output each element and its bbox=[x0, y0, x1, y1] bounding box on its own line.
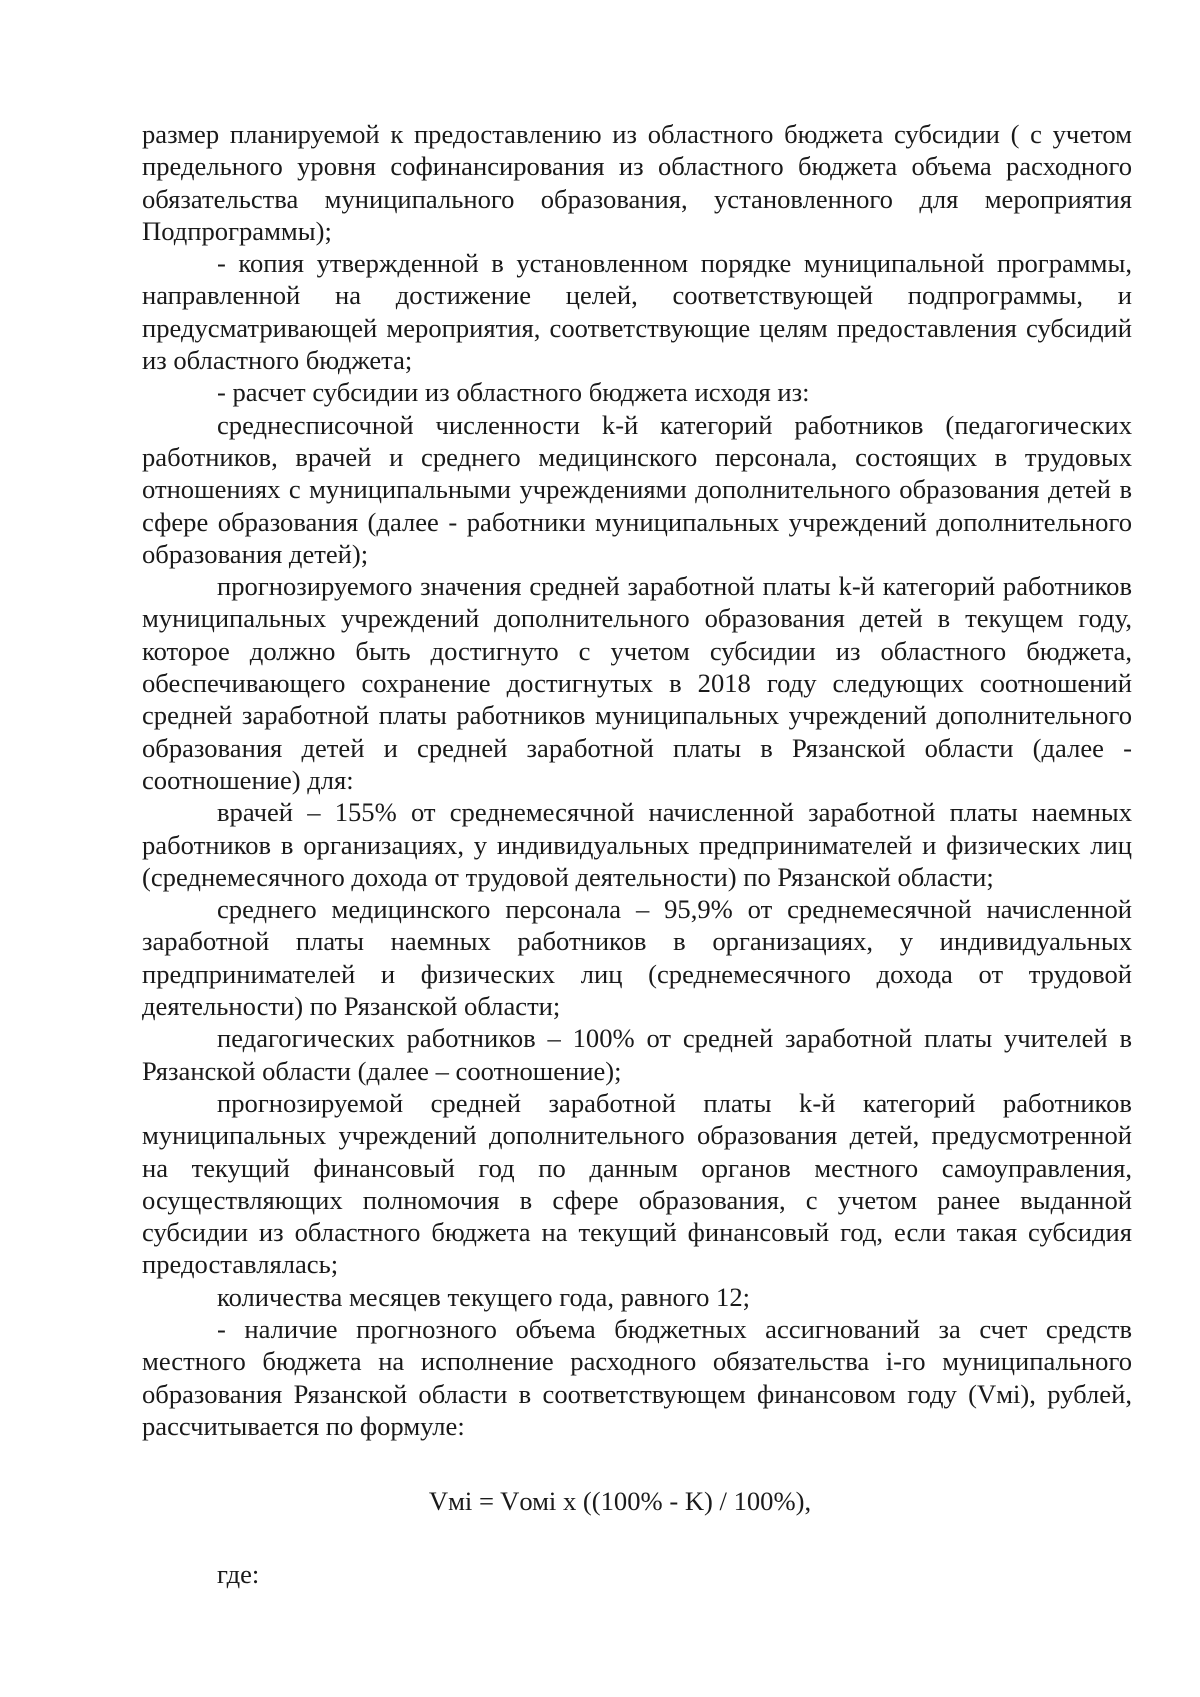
paragraph-doctors: врачей – 155% от среднемесячной начисленной заработной платы наемных работников в организациях, у индивидуальных предпринимателей и физических лиц (среднемесячного дохода от трудовой деятельности) по Рязанской области; bbox=[142, 797, 1132, 892]
paragraph-headcount: среднесписочной численности k-й категорий работников (педагогических работников, врачей и среднего медицинского персонала, состоящих в трудовых отношениях с муниципальными учреждениями дополнительного образования детей в сфере образования (далее - работники муниципальных учреждений дополнительного образования детей); bbox=[142, 409, 1132, 569]
paragraph-forecast-average-salary: прогнозируемой средней заработной платы k-й категорий работников муниципальных учреждений дополнительного образования детей, предусмотренной на текущий финансовый год по данным органов местного самоуправления, осуществляющих полномочия в сфере образования, с учетом ранее выданной субсидии из областного бюджета на текущий финансовый год, если такая субсидия предоставлялась; bbox=[142, 1087, 1132, 1280]
paragraph-medical-staff: среднего медицинского персонала – 95,9% от среднемесячной начисленной заработной платы наемных работников в организациях, у индивидуальных предпринимателей и физических лиц (среднемесячного дохода от трудовой деятельности) по Рязанской области; bbox=[142, 894, 1132, 1022]
paragraph-subsidy-calculation: - расчет субсидии из областного бюджета исходя из: bbox=[217, 377, 810, 408]
paragraph-teachers: педагогических работников – 100% от средней заработной платы учителей в Рязанской области (далее – соотношение); bbox=[142, 1023, 1132, 1086]
formula: Vмi = Vомi x ((100% - K) / 100%), bbox=[428, 1486, 812, 1516]
paragraph-subsidy-amount: размер планируемой к предоставлению из областного бюджета субсидии ( с учетом предельного уровня софинансирования из областного бюджета объема расходного обязательства муниципального образования, установленного для мероприятия Подпрограммы); bbox=[142, 119, 1132, 246]
paragraph-budget-allocations: - наличие прогнозного объема бюджетных ассигнований за счет средств местного бюджета на исполнение расходного обязательства i-го муниципального образования Рязанской области в соответствующем финансовом году (Vмi), рублей, рассчитывается по формуле: bbox=[142, 1313, 1132, 1441]
paragraph-forecast-salary: прогнозируемого значения средней заработной платы k-й категорий работников муниципальных учреждений дополнительного образования детей в текущем году, которое должно быть достигнуто с учетом субсидии из областного бюджета, обеспечивающего сохранение достигнутых в 2018 году следующих соотношений средней заработной платы работников муниципальных учреждений дополнительного образования детей и средней заработной платы в Рязанской области (далее - соотношение) для: bbox=[142, 571, 1132, 795]
where-label: где: bbox=[217, 1559, 260, 1589]
body-text bbox=[142, 118, 1132, 1442]
paragraph-program-copy: - копия утвержденной в установленном порядке муниципальной программы, направленной на достижение целей, соответствующей подпрограммы, и предусматривающей мероприятия, соответствующие целям предоставления субсидий из областного бюджета; bbox=[142, 248, 1132, 376]
paragraph-months: количества месяцев текущего года, равного 12; bbox=[217, 1281, 751, 1312]
